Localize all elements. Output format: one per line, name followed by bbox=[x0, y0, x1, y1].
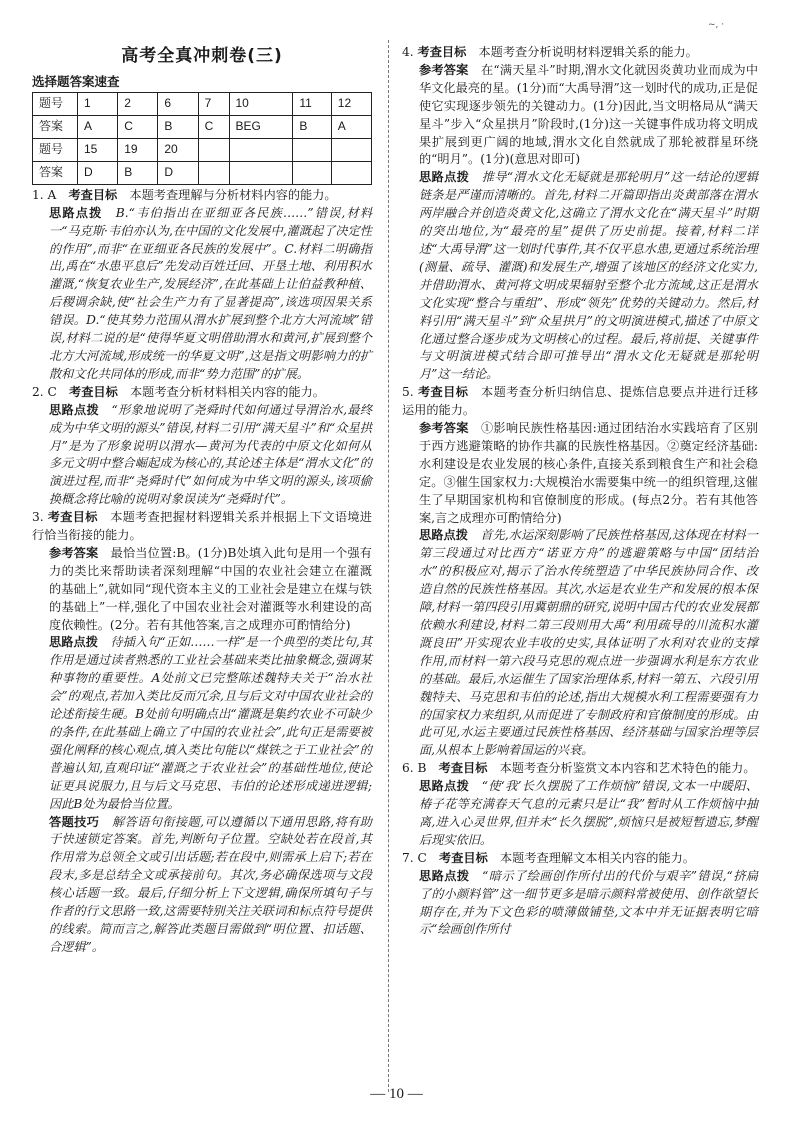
question-5 bbox=[402, 384, 758, 760]
question-skill bbox=[32, 814, 372, 957]
table-cell: 19 bbox=[118, 138, 158, 161]
table-cell: 7 bbox=[198, 92, 229, 115]
question-tip bbox=[402, 527, 758, 760]
table-cell bbox=[331, 138, 371, 161]
column-divider bbox=[388, 40, 389, 1092]
table-cell: 题号 bbox=[33, 138, 78, 161]
question-answer bbox=[32, 545, 372, 635]
question-number: 4. bbox=[402, 45, 418, 59]
section-label: 思路点拨 bbox=[49, 205, 103, 220]
tip-text: 待插入句“正如……一样”是一个典型的类比句,其作用是通过读者熟悉的工业社会基础来类比抽象概念,强调某种事物的重要性。A处前文已完整陈述魏特夫关于“治水社会”的观点,若加入类比反而冗余,且与后文对中国农业社会的论述衔接生硬。B处前句明确点出“灌溉是集约农业不可缺少的条件,在此基础上确立了中国的农业社会”,此句正是需要被强化阐释的核心观点,填入类比句能以“煤铁之于工业社会”的普遍认知,直观印证“灌溉之于农业社会”的基础性地位,使论证更具说服力,且与后文马克思、韦伯的论述形成递进逻辑;因此B处为最恰当位置。 bbox=[49, 635, 373, 811]
goal-text: 本题考查分析材料相关内容的能力。 bbox=[129, 384, 325, 399]
section-label: 考查目标 bbox=[417, 385, 469, 400]
goal-text: 本题考查理解文本相关内容的能力。 bbox=[499, 850, 695, 865]
table-cell: 6 bbox=[158, 92, 198, 115]
question-number: 1. A bbox=[32, 187, 69, 202]
section-label: 考查目标 bbox=[69, 384, 118, 399]
corner-mark: ~, · bbox=[708, 20, 725, 30]
question-goal bbox=[402, 850, 758, 868]
tip-text: “暗示了绘画创作所付出的代价与艰辛”错误,“挤扁了的小颜料管”这一细节更多是暗示颜料常被使用、创作欲望长期存在,并为下文色彩的喷薄做铺垫,文本中并无证据表明它暗示“绘画创作所付 bbox=[419, 868, 759, 937]
table-cell: D bbox=[158, 161, 198, 184]
answer-table bbox=[32, 92, 372, 185]
goal-text: 本题考查分析归纳信息、提炼信息要点并进行迁移运用的能力。 bbox=[402, 385, 759, 418]
question-tip bbox=[32, 402, 372, 509]
table-cell bbox=[293, 138, 331, 161]
table-cell: 11 bbox=[293, 92, 331, 115]
question-3 bbox=[32, 509, 372, 957]
page-title: 高考全真冲刺卷(三) bbox=[121, 46, 283, 66]
section-label: 考查目标 bbox=[438, 761, 488, 776]
answer-text: 在“满天星斗”时期,渭水文化就因炎黄功业而成为中华文化最亮的星。(1分)而“大禹导渭”这一划时代的成功,正是促使它实现逐步领先的关键动力。(1分)因此,当文明格局从“满天星斗”步入“众星拱月”阶段时,(1分)这一关键事件成功将文明成果扩展到更广阔的地域,渭水文化自然就成了那轮被群星环绕的“明月”。(1分)(意思对即可) bbox=[419, 62, 759, 167]
table-cell bbox=[198, 138, 229, 161]
table-cell bbox=[229, 161, 293, 184]
section-label: 参考答案 bbox=[419, 421, 469, 436]
table-row bbox=[33, 138, 372, 161]
question-tip bbox=[32, 205, 372, 384]
table-cell: A bbox=[78, 115, 118, 138]
goal-text: 本题考查分析说明材料逻辑关系的能力。 bbox=[478, 45, 698, 59]
table-row bbox=[33, 92, 372, 115]
table-cell: 15 bbox=[78, 138, 118, 161]
section-label: 参考答案 bbox=[49, 545, 99, 560]
table-cell: C bbox=[198, 115, 229, 138]
section-label: 答题技巧 bbox=[49, 814, 100, 829]
right-column bbox=[402, 44, 758, 939]
question-goal bbox=[32, 509, 372, 545]
page-number: — 10 — bbox=[370, 1086, 423, 1102]
table-cell bbox=[293, 161, 331, 184]
table-cell: B bbox=[158, 115, 198, 138]
tip-text: 首先,水运深刻影响了民族性格基因,这体现在材料一第三段通过对比西方“诺亚方舟”的逃避策略与中国“团结治水”的积极应对,揭示了治水传统塑造了中华民族协同合作、改造自然的民族性格基因。其次,水运是农业生产和发展的根本保障,材料一第四段引用冀朝鼎的研究,说明中国古代的农业发展都依赖水利建设,材料二第三段则用大禹“利用疏导的川流积水灌溉良田”开实现农业丰收的史实,具体证明了水利对农业的支撑作用,而材料一第六段马克思的观点进一步强调水利是东方农业的基础。最后,水运催生了国家治理体系,材料一第五、六段引用魏特夫、马克思和韦伯的论述,指出大规模水利工程需要强有力的国家权力来组织,从而促进了专制政府和官僚制度的形成。由此可见,水运主要通过民族性格基因、经济基础与国家治理等层面,从根本上影响着国运的兴衰。 bbox=[419, 528, 758, 758]
section-label: 思路点拨 bbox=[49, 402, 100, 417]
answer-table-caption: 选择题答案速查 bbox=[32, 73, 120, 89]
section-label: 考查目标 bbox=[439, 850, 488, 865]
table-cell: C bbox=[118, 115, 158, 138]
skill-text: 解答语句衔接题,可以遵循以下通用思路,将有助于快速锁定答案。首先,判断句子位置。空缺处若在段首,其作用常为总领全文或引出话题;若在段中,则需承上启下;若在段末,多是总结全文或承接前句。其次,务必确保选项与文段核心话题一致。最后,仔细分析上下文逻辑,确保所填句子与作者的行文思路一致,这需要特别关注关联词和标点符号提供的线索。简而言之,解答此类题目需做到“明位置、扣话题、合逻辑”。 bbox=[49, 814, 372, 954]
table-cell: BEG bbox=[229, 115, 293, 138]
question-goal bbox=[402, 44, 758, 62]
question-number: 7. C bbox=[402, 850, 440, 865]
table-row bbox=[33, 115, 372, 138]
table-cell: 答案 bbox=[33, 115, 78, 138]
answer-text: 最恰当位置:B。(1分)B处填入此句是用一个强有力的类比来帮助读者深刻理解“中国的农业社会建立在灌溉的基础上”,就如同“现代资本主义的工业社会是建立在煤与铁的基础上”一样,强化了中国农业社会对灌溉等水利建设的高度依赖性。(2分。若有其他答案,言之成理亦可酌情给分) bbox=[49, 545, 372, 632]
section-label: 参考答案 bbox=[419, 62, 469, 77]
question-4 bbox=[402, 44, 758, 384]
question-7 bbox=[402, 850, 758, 940]
table-cell: A bbox=[331, 115, 371, 138]
table-cell: B bbox=[118, 161, 158, 184]
tip-text: 推导“渭水文化无疑就是那轮明月”这一结论的逻辑链条是严谨而清晰的。首先,材料二开篇即指出炎黄部落在渭水两岸融合并创造炎黄文化,这确立了渭水文化在“满天星斗”时期的突出地位,为“最亮的星”提供了历史前提。接着,材料二详述“大禹导渭”这一划时代事件,其不仅平息水患,更通过系统治理(测量、疏导、灌溉)和发展生产,增强了该地区的经济文化实力,并借助渭水、黄河将文明成果辐射至整个北方流域,这正是渭水文化实现“整合与重组”、形成“领先”优势的关键动力。然后,材料引用“满天星斗”到“众星拱月”的文明演进模式,描述了中原文化通过整合逐步成为文明核心的过程。最后,将前提、关键事件与文明演进模式结合即可推导出“渭水文化无疑就是那轮明月”这一结论。 bbox=[419, 170, 759, 382]
question-number: 5. bbox=[402, 385, 418, 400]
table-cell: 2 bbox=[118, 92, 158, 115]
tip-text: B.“韦伯指出在亚细亚各民族……”错误,材料一“马克斯·韦伯亦认为,在中国的文化发展中,灌溉起了决定性的作用”,而非“在亚细亚各民族的发展中”。C.材料二明确指出,禹在“水患平息后”先发动百姓迁回、开垦土地、利用积水灌溉,“恢复农业生产,发展经济”,在此基础上让伯益教种植、后稷调余缺,使“社会生产力有了显著提高”,该选项因果关系错误。D.“使其势力范围从渭水扩展到整个北方大河流域”错误,材料二说的是“使得华夏文明借助渭水和黄河,扩展到整个北方大河流域,形成统一的华夏文明”,这是指文明影响力的扩散和文化共同体的形成,而非“势力范围”的扩展。 bbox=[49, 205, 373, 381]
answer-text: ①影响民族性格基因:通过团结治水实践培育了区别于西方逃避策略的协作共赢的民族性格基因。②奠定经济基础:水利建设是农业发展的核心条件,直接关系到粮食生产和社会稳定。③催生国家权力:大规模治水需要集中统一的组织管理,这催生了早期国家机构和官僚制度的形成。(每点2分。若有其他答案,言之成理亦可酌情给分) bbox=[419, 421, 759, 525]
section-label: 考查目标 bbox=[417, 45, 467, 59]
table-cell bbox=[229, 138, 293, 161]
section-label: 思路点拨 bbox=[49, 635, 99, 650]
table-cell: 1 bbox=[78, 92, 118, 115]
section-label: 考查目标 bbox=[68, 187, 118, 202]
tip-text: “形象地说明了尧舜时代如何通过导渭治水,最终成为中华文明的源头”错误,材料二引用“满天星斗”和“众星拱月”是为了形象说明以渭水—黄河为代表的中原文化如何从多元文明中整合崛起成为核心的,其论述主体是“渭水文化”的演进过程,而非“尧舜时代”如何成为中华文明的源头,该项偷换概念将比喻的说明对象误读为“尧舜时代”。 bbox=[49, 402, 373, 507]
goal-text: 本题考查理解与分析材料内容的能力。 bbox=[129, 187, 337, 202]
table-cell bbox=[198, 161, 229, 184]
question-goal bbox=[32, 187, 372, 205]
question-2 bbox=[32, 384, 372, 509]
table-cell: B bbox=[293, 115, 331, 138]
question-goal bbox=[402, 760, 758, 778]
table-cell: D bbox=[78, 161, 118, 184]
question-answer bbox=[402, 62, 758, 169]
table-cell: 20 bbox=[158, 138, 198, 161]
table-row bbox=[33, 161, 372, 184]
table-cell: 答案 bbox=[33, 161, 78, 184]
question-goal bbox=[402, 384, 758, 420]
question-number: 3. bbox=[32, 510, 48, 525]
question-tip bbox=[402, 169, 758, 384]
section-label: 考查目标 bbox=[47, 510, 98, 525]
question-tip bbox=[402, 868, 758, 940]
table-cell: 题号 bbox=[33, 92, 78, 115]
question-number: 6. B bbox=[402, 761, 439, 776]
section-label: 思路点拨 bbox=[419, 779, 470, 794]
goal-text: 本题考查把握材料逻辑关系并根据上下文语境进行恰当衔接的能力。 bbox=[32, 510, 372, 543]
table-cell bbox=[331, 161, 371, 184]
question-6 bbox=[402, 760, 758, 850]
question-tip bbox=[32, 634, 372, 813]
section-label: 思路点拨 bbox=[419, 868, 470, 883]
section-label: 思路点拨 bbox=[419, 528, 469, 543]
goal-text: 本题考查分析鉴赏文本内容和艺术特色的能力。 bbox=[499, 761, 756, 776]
question-1 bbox=[32, 187, 372, 384]
section-label: 思路点拨 bbox=[419, 170, 470, 185]
table-cell: 12 bbox=[331, 92, 371, 115]
question-tip bbox=[402, 778, 758, 850]
tip-text: “使‘我’长久摆脱了工作烦恼”错误,文本一中暖阳、椿子花等充满春天气息的元素只是让“我”暂时从工作烦恼中抽离,进入心灵世界,但并未“长久摆脱”,烦恼只是被短暂遗忘,梦醒后现实依旧。 bbox=[419, 779, 759, 847]
question-goal bbox=[32, 384, 372, 402]
question-answer bbox=[402, 420, 758, 527]
left-column bbox=[32, 44, 372, 957]
question-number: 2. C bbox=[32, 384, 70, 399]
table-cell: 10 bbox=[229, 92, 293, 115]
